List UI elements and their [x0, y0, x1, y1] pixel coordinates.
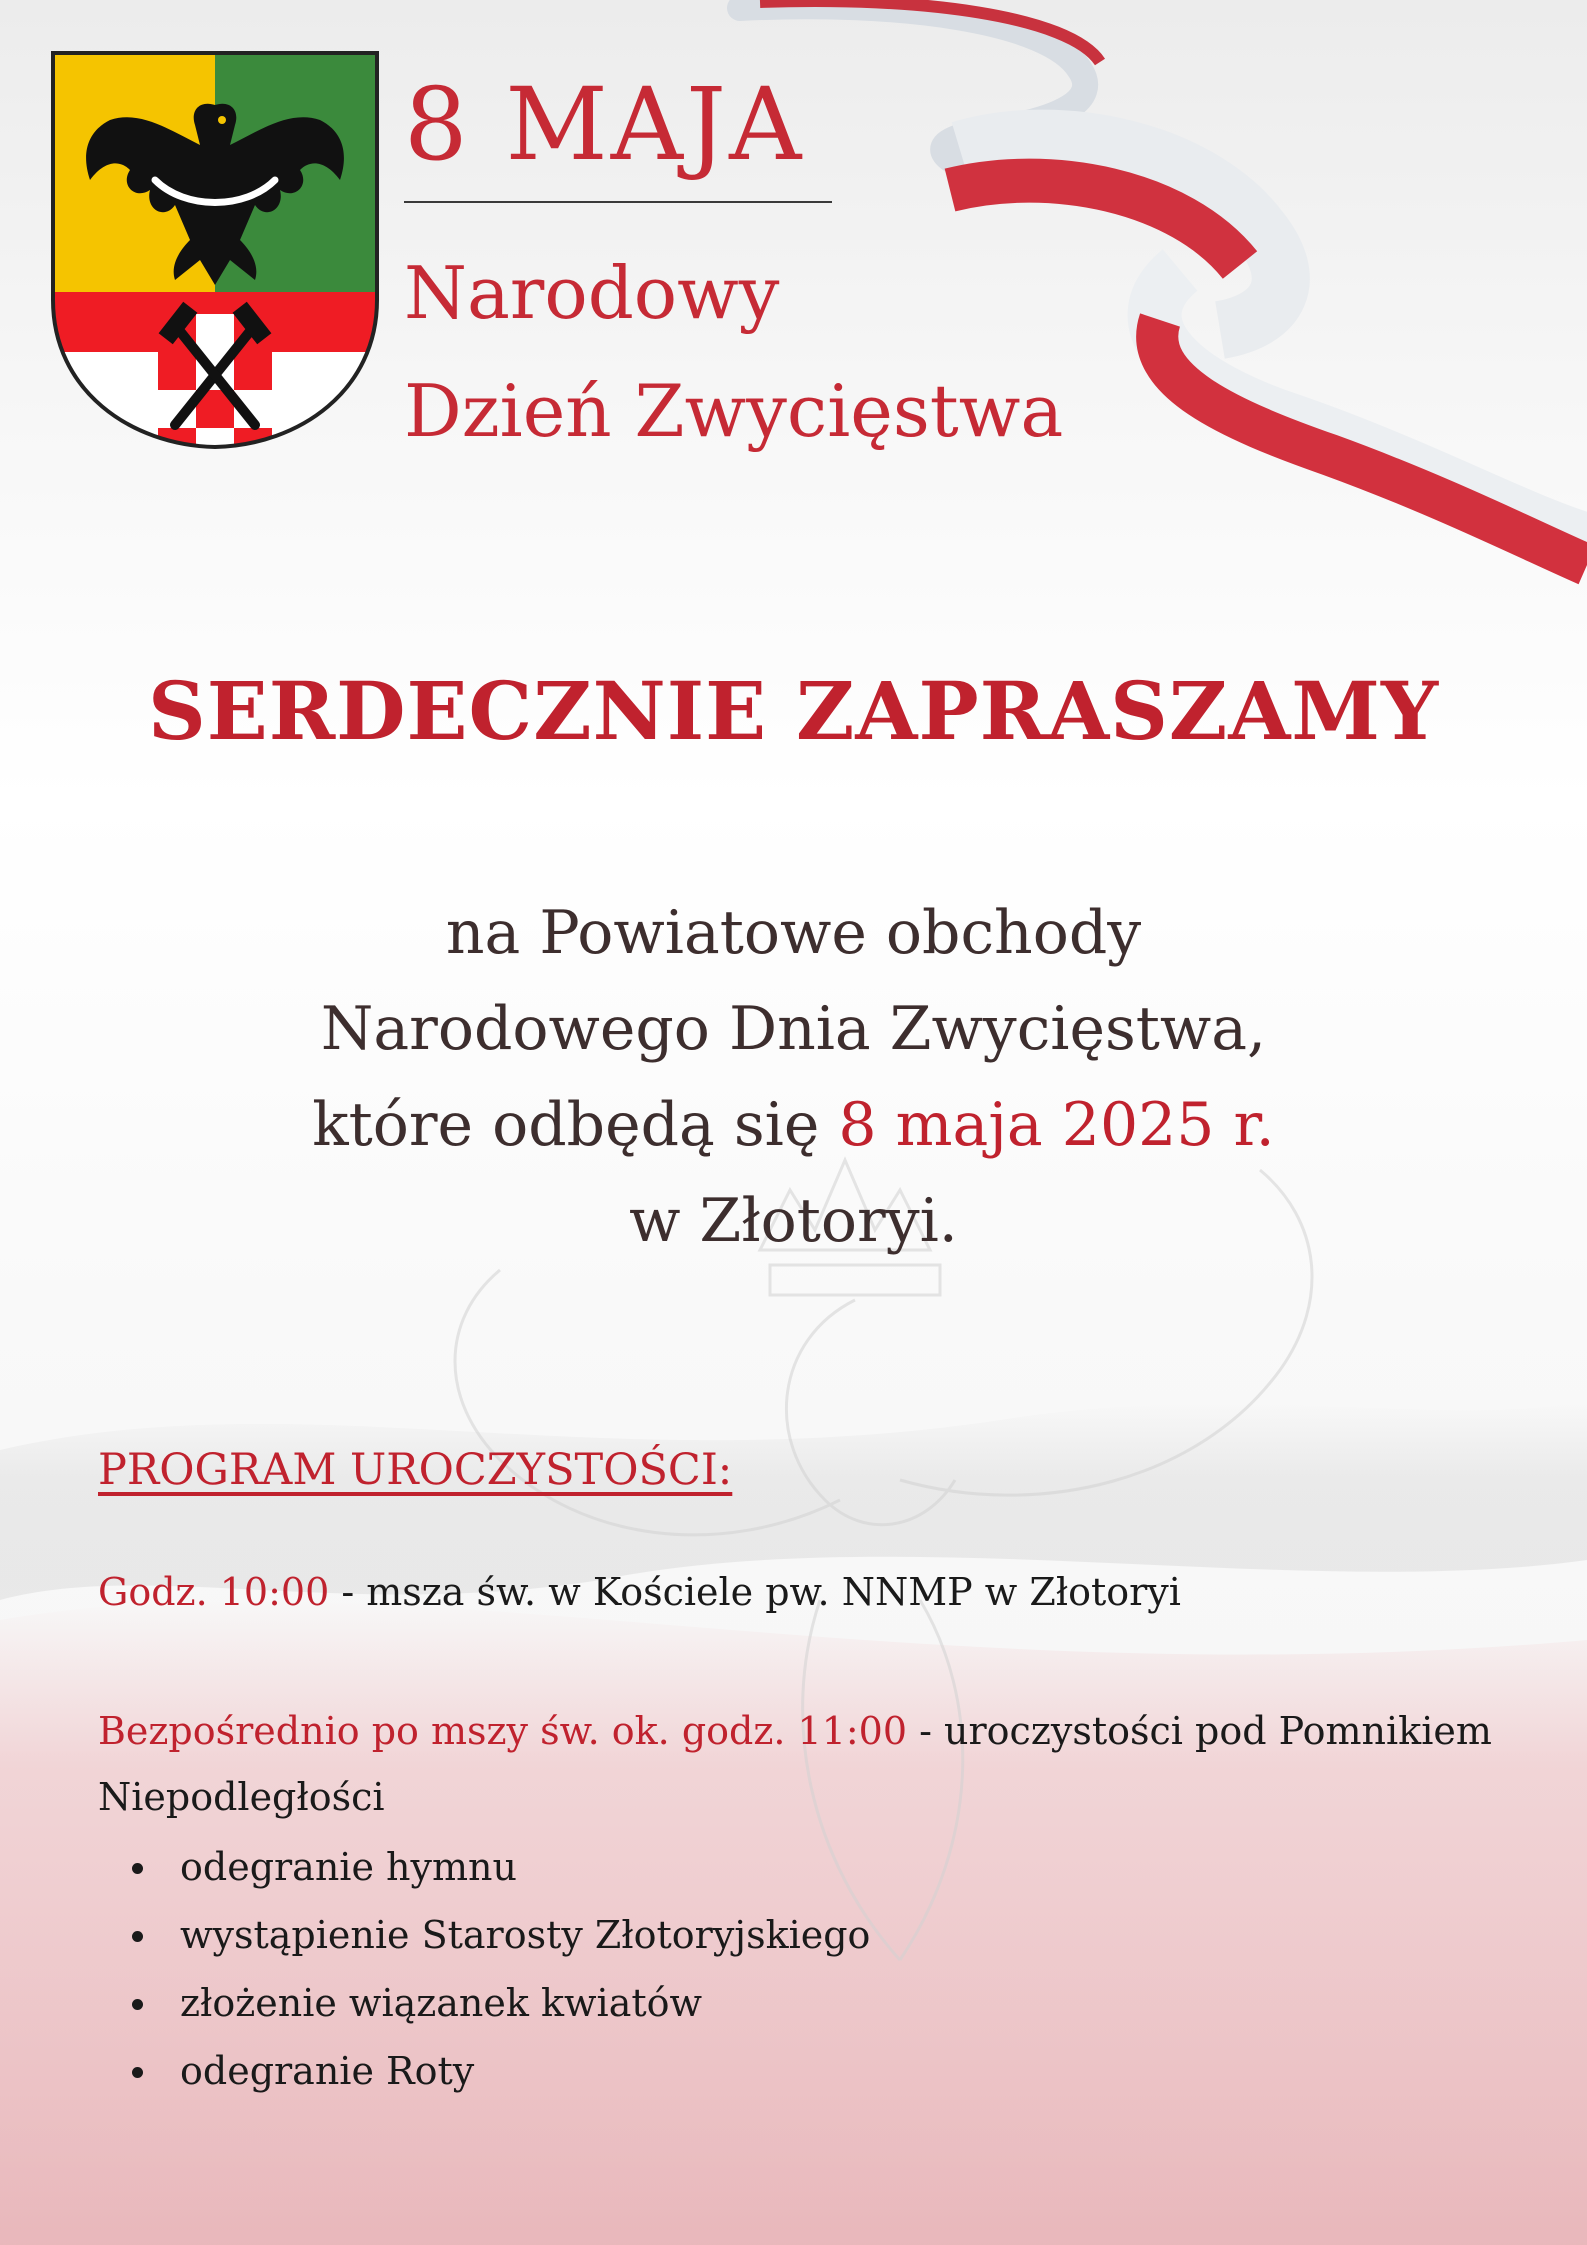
- intro-line-2: Narodowego Dnia Zwycięstwa,: [320, 994, 1267, 1064]
- event-mass-text: - msza św. w Kościele pw. NNMP w Złotoryi: [329, 1570, 1181, 1614]
- list-item: odegranie Roty: [126, 2037, 870, 2105]
- event-mass-time: Godz. 10:00: [98, 1570, 330, 1614]
- coat-of-arms: [50, 50, 380, 450]
- date-heading: 8 MAJA: [404, 66, 805, 183]
- ceremony-items-list: [126, 1833, 870, 2105]
- invitation-text: [0, 885, 1587, 1269]
- intro-line-3-prefix: które odbędą się: [312, 1090, 839, 1160]
- holiday-title-line-1: Narodowy: [404, 251, 780, 335]
- program-event-mass: [98, 1570, 1181, 1614]
- heading-divider: [404, 201, 832, 203]
- intro-line-3: [0, 1077, 1587, 1173]
- list-item: wystąpienie Starosty Złotoryjskiego: [126, 1901, 870, 1969]
- event-date: 8 maja 2025 r.: [838, 1090, 1275, 1160]
- event-ceremony-time: Bezpośrednio po mszy św. ok. godz. 11:00: [98, 1709, 908, 1753]
- holiday-title: [404, 234, 1063, 470]
- holiday-title-line-2: Dzień Zwycięstwa: [404, 369, 1064, 453]
- intro-line-1: na Powiatowe obchody: [445, 898, 1142, 968]
- program-heading: PROGRAM UROCZYSTOŚCI:: [98, 1445, 733, 1495]
- list-item: odegranie hymnu: [126, 1833, 870, 1901]
- event-ceremony-text: - uroczystości pod Pomnikiem Niepodległości: [98, 1709, 1492, 1819]
- invitation-heading: SERDECZNIE ZAPRASZAMY: [147, 664, 1440, 758]
- program-event-ceremony: [98, 1698, 1498, 1830]
- list-item: złożenie wiązanek kwiatów: [126, 1969, 870, 2037]
- intro-line-4: w Złotoryi.: [629, 1186, 958, 1256]
